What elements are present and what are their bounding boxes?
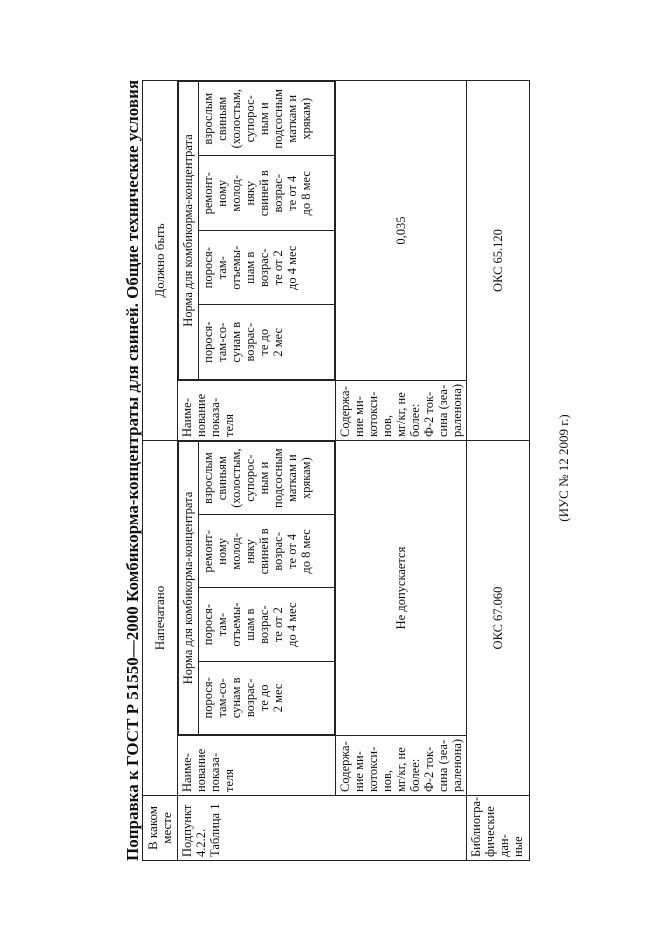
printed-col-4: взрослым свиньям (холостым, супорос- ным и подсосным маткам и хрякам)	[199, 442, 335, 515]
printed-col-3: ремонт- ному молод- няку свиней в возрас- те от 4 до 8 мес	[199, 515, 335, 588]
correct-col-3: ремонт- ному молод- няку свиней в возрас- те от 4 до 8 мес	[199, 156, 335, 231]
header-where: В каком месте	[143, 796, 178, 861]
correct-norm-block	[178, 81, 336, 381]
correct-indicator-header: Наиме- нование показа- теля	[178, 381, 336, 441]
biblio-correct: ОКС 65.120	[467, 81, 530, 441]
biblio-label: Библиогра- фические дан- ные	[467, 796, 530, 861]
biblio-printed: ОКС 67.060	[467, 441, 530, 796]
correct-col-2: порося- там- отъемы- шам в возрас- те от 2 до 4 мес	[199, 231, 335, 306]
page-title: Поправка к ГОСТ Р 51550—2000 Комбикорма-концентраты для свиней. Общие технические условия	[123, 79, 142, 861]
printed-indicator-header: Наиме- нование показа- теля	[178, 736, 336, 796]
correct-value: 0,035	[336, 81, 467, 381]
correct-col-1: порося- там-со- сунам в возрас- те до 2 мес	[199, 305, 335, 380]
printed-value: Не допускается	[336, 441, 467, 736]
amendment-table	[142, 80, 530, 861]
correct-col-4: взрослым свиньям (холостым, супорос- ным и подсосным маткам и хрякам)	[199, 82, 335, 157]
printed-col-1: порося- там-со- сунам в возрас- те до 2 мес	[199, 661, 335, 734]
printed-norm-header: Норма для комбикорма-концентрата	[179, 442, 199, 735]
header-printed: Напечатано	[143, 441, 178, 796]
printed-indicator: Содержа- ние ми- котокси- нов, мг/кг, не более: Ф-2 ток- сина (зеа- раленона)	[336, 736, 467, 796]
correct-indicator: Содержа- ние ми- котокси- нов, мг/кг, не более: Ф-2 ток- сина (зеа- раленона)	[336, 381, 467, 441]
printed-col-2: порося- там- отъемы- шам в возрас- те от 2 до 4 мес	[199, 588, 335, 661]
location-cell: Подпункт 4.2.2. Таблица 1	[178, 796, 467, 861]
header-should-be: Должно быть	[143, 81, 178, 441]
printed-norm-block	[178, 441, 336, 736]
footer-note: (ИУС № 12 2009 г.)	[556, 414, 571, 522]
correct-norm-header: Норма для комбикорма-концентрата	[179, 82, 199, 380]
